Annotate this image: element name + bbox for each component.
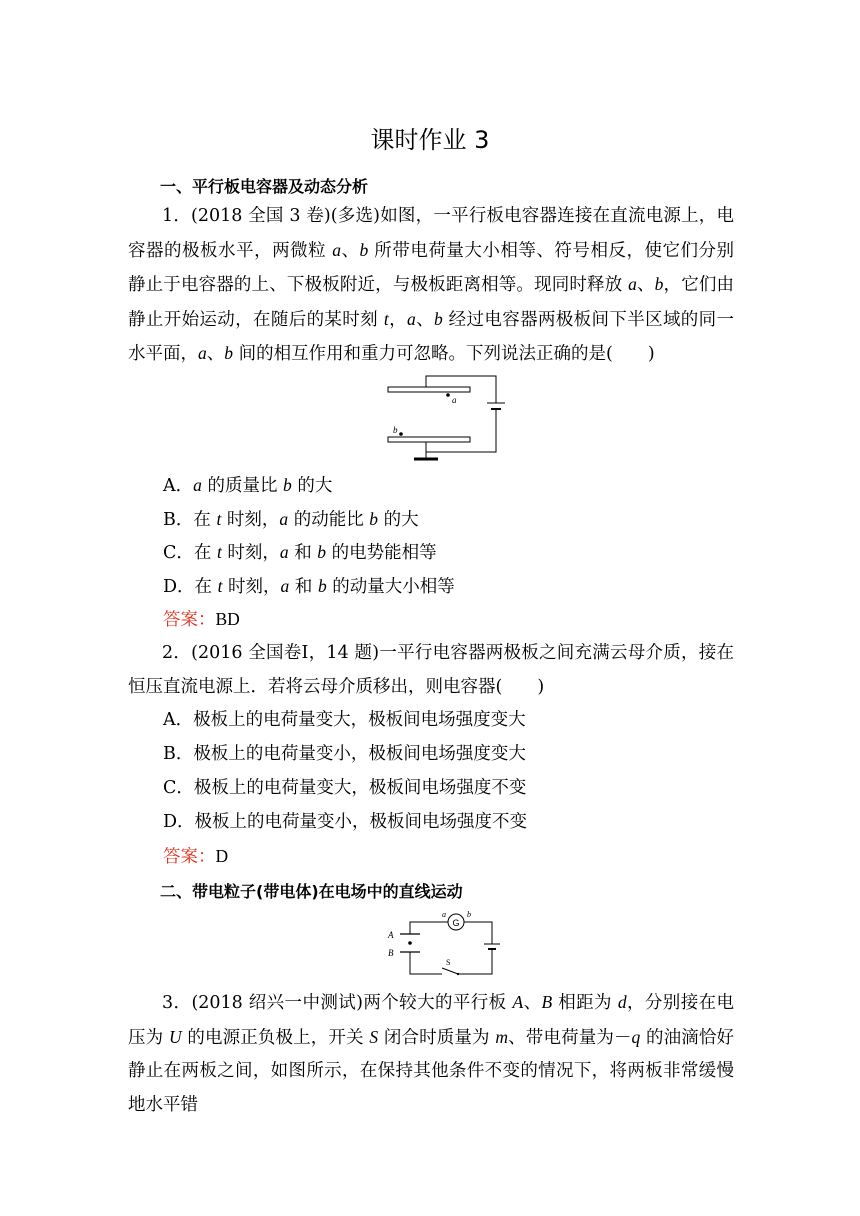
q1-answer (163, 607, 240, 632)
lower-plate (388, 437, 470, 442)
answer-value: D (215, 846, 229, 866)
q2-option-c: C．极板上的电荷量变大，极板间电场强度不变 (163, 778, 527, 798)
question-source: (2016 全国卷Ⅰ，14 题) (191, 643, 380, 663)
switch-pivot (457, 973, 459, 975)
stem-text: 、 (636, 275, 655, 295)
stem-text: 的电源正负极上，开关 (181, 1027, 370, 1048)
label-s: S (446, 958, 451, 967)
question-number: 1． (162, 206, 192, 226)
wire-top-right (464, 922, 492, 944)
label-a: a (442, 910, 446, 919)
stem-text: 相距为 (552, 993, 618, 1013)
page-title: 课时作业 3 (370, 126, 490, 154)
answer-label: 答案： (163, 847, 216, 867)
var-b: b (359, 239, 369, 260)
particle-b (399, 432, 403, 436)
wire-bottom-right (458, 949, 492, 974)
var-a: a (198, 343, 207, 363)
oil-drop-circuit-figure (384, 908, 504, 980)
var-a: a (628, 274, 637, 294)
var-q: q (631, 1026, 641, 1047)
capacitor-circuit-figure (380, 370, 510, 466)
question-1-stem (128, 200, 734, 372)
answer-label: 答案： (163, 610, 216, 630)
var-t: t (383, 308, 389, 329)
q1-option-a: A．a 的质量比 b 的大 (163, 475, 333, 496)
upper-plate (388, 387, 470, 392)
var-a: a (407, 308, 416, 329)
stem-text: 经过电容器两极板间下半区域的同一水平面， (128, 309, 735, 364)
label-plate-b: B (388, 948, 394, 958)
var-S: S (369, 1026, 379, 1047)
stem-text: 闭合时质量为 (378, 1027, 496, 1048)
stem-text: 所带电荷量大小相等、符号相反，使它们分别静止于电容器的上、下极板附近，与极板距离相等。现同时释放 (128, 240, 735, 295)
question-number: 2． (162, 643, 192, 663)
stem-text: 的油滴恰好静止在两板之间，如图所示，在保持其他条件不变的情况下，将两板非常缓慢地水平错 (128, 1027, 734, 1115)
q2-option-d: D．极板上的电荷量变小，极板间电场强度不变 (163, 812, 528, 832)
stem-text: 如图，一平行板电容器连接在直流电源上，电容器的极板水平，两微粒 (128, 206, 735, 261)
var-b: b (654, 274, 664, 294)
var-m: m (495, 1026, 509, 1047)
q2-option-b: B．极板上的电荷量变小，极板间电场强度变大 (163, 744, 526, 764)
particle-a (446, 393, 450, 397)
stem-text: 、 (523, 993, 542, 1013)
section-heading-1: 一、平行板电容器及动态分析 (160, 177, 369, 196)
var-A: A (512, 992, 524, 1012)
stem-text: 间的相互作用和重力可忽略。下列说法正确的是( ) (233, 344, 655, 364)
q1-option-b: B．在 t 时刻，a 的动能比 b 的大 (163, 509, 419, 530)
stem-text: ，分别接在电压为 (128, 993, 734, 1048)
label-g: G (452, 918, 460, 928)
var-U: U (168, 1026, 182, 1047)
stem-text: ，它们由静止开始运动，在随后的某时刻 (128, 275, 735, 330)
stem-text: ， (388, 309, 408, 330)
stem-text: 、带电荷量为－ (508, 1027, 632, 1048)
var-d: d (617, 992, 627, 1012)
question-3-stem (128, 986, 734, 1122)
stem-text: 一平行电容器两极板之间充满云母介质，接在恒压直流电源上．若将云母介质移出，则电容器( ) (128, 643, 734, 697)
q2-option-a: A．极板上的电荷量变大，极板间电场强度变大 (163, 710, 526, 730)
switch-s (442, 968, 458, 974)
stem-text: 、 (415, 309, 434, 330)
section-heading-2: 二、带电粒子(带电体)在电场中的直线运动 (160, 882, 463, 901)
stem-text: 两个较大的平行板 (362, 993, 513, 1013)
var-b: b (433, 308, 443, 329)
label-a: a (452, 395, 457, 405)
var-B: B (541, 992, 553, 1012)
label-b: b (393, 425, 398, 435)
question-source: (2018 全国 3 卷)(多选) (191, 206, 381, 226)
wire-top-left (410, 922, 448, 934)
q1-option-d: D．在 t 时刻，a 和 b 的动量大小相等 (163, 576, 455, 597)
q1-option-c: C．在 t 时刻，a 和 b 的电势能相等 (163, 542, 437, 563)
answer-value: BD (215, 609, 240, 629)
wire-bottom (426, 409, 496, 452)
label-b: b (467, 910, 471, 919)
stem-text: 、 (206, 344, 225, 364)
q2-answer (163, 844, 228, 869)
var-b: b (224, 343, 233, 363)
question-number: 3． (162, 993, 192, 1013)
oil-drop (408, 941, 412, 945)
var-a: a (332, 239, 341, 260)
question-2-stem (128, 637, 734, 704)
label-plate-a: A (388, 930, 394, 940)
wire-bottom-left (410, 952, 442, 974)
question-source: (2018 绍兴一中测试) (191, 993, 363, 1013)
stem-text: 、 (340, 240, 360, 261)
